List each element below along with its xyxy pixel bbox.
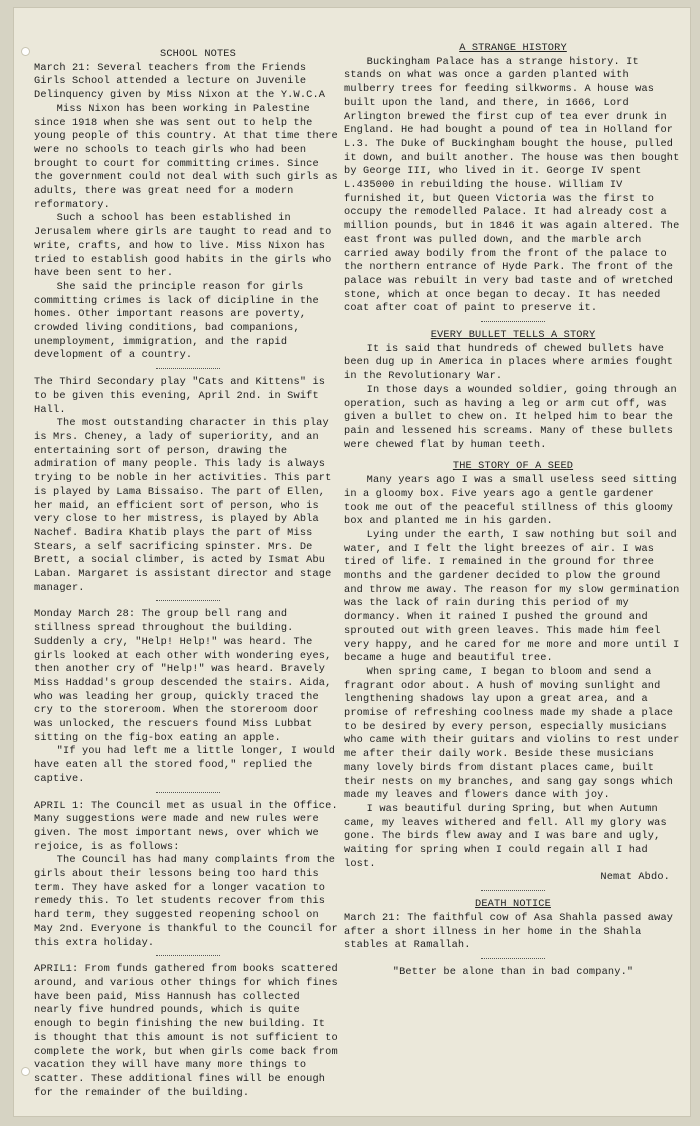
school-notes-section <box>34 48 342 363</box>
paragraph: In those days a wounded soldier, going through an operation, such as having a leg or arm cut off, was given a bullet to chew on. It helped him to bear the pain and lessened his screams. Many of these bullets were chewed flat by human teeth. <box>344 383 677 451</box>
paragraph: I was beautiful during Spring, but when Autumn came, my leaves withered and fell. All my glory was gone. The birds flew away and I was bare and ugly, waiting for spring when I could regain all I had lost. <box>344 802 667 870</box>
bell-section <box>34 608 342 786</box>
divider <box>481 958 545 960</box>
paragraph: Monday March 28: The group bell rang and stillness spread throughout the building. Suddenly a cry, "Help! Help!" was heard. The girls looked at each other with wondering eyes, then another cry of "Help!" was heard. Bravely Miss Haddad's group descended the stairs. Aida, who was leading her group, quickly traced the cry to the storeroom. When the storeroom door was unlocked, the rescuers found Miss Lubbat sitting on the fig-box eating an apple. <box>34 608 332 744</box>
paragraph: Buckingham Palace has a strange history. It stands on what was once a garden planted with mulberry trees for feeding silkworms. A house was built upon the land, and there, in 1666, Lord Arlington brewed the first cup of tea ever drunk in England. He had bought a pound of tea in Holland for L.3. The Duke of Buckingham bought the house, pulled it down, and built another. The house was then bought by George III, who lived in it. George IV spent L.435000 in rebuilding the house. William IV furnished it, but Queen Victoria was the first to occupy the remodelled Palace. It had already cost a million pounds, but in 1846 it was again altered. The east front was pulled down, and the marble arch carried away bodily from the front of the palace to the northern entrance of Hyde Park. The front of the palace was rebuilt in very bad taste and of wretched stone, which at once began to decay. It has needed coat after coat of paint to preserve it. <box>344 55 680 315</box>
section-title: DEATH NOTICE <box>475 898 551 911</box>
punch-hole <box>22 48 29 55</box>
council-section <box>34 800 342 951</box>
paragraph: It is said that hundreds of chewed bullets have been dug up in America in places where armies fought in the Revolutionary War. <box>344 342 674 383</box>
paragraph: APRIL1: From funds gathered from books scattered around, and various other things for which fines have been paid, Miss Hannush has collected nearly five hundred pounds, which is quite enough to begin finishing the new building. It is thought that this amount is not sufficient to complete the work, but when girls come back from vacation they will have many more things to scatter. These additional fines will be enough for the remainder of the building. <box>34 963 338 1099</box>
paragraph: "If you had left me a little longer, I would have eaten all the stored food," replied the captive. <box>34 745 336 785</box>
divider <box>156 955 220 957</box>
play-section <box>34 376 342 595</box>
divider <box>481 890 545 892</box>
author-signature: Nemat Abdo. <box>600 871 670 884</box>
divider <box>481 321 545 323</box>
paragraph: Lying under the earth, I saw nothing but soil and water, and I felt the light breezes of air. I was tired of life. I remained in the ground for three months and the gardener decided to plow the ground and throw me away. The reason for my slow germination was the lack of rain during this period of my dormancy. When it rained I pushed the ground and sprouted out with green leaves. This made him feel very happy, and he cared for me more and more until I became a huge and beautiful tree. <box>344 528 680 665</box>
seed-section <box>344 460 682 885</box>
punch-hole <box>22 1068 29 1075</box>
fines-section <box>34 963 342 1100</box>
divider <box>156 792 220 794</box>
paragraph: The most outstanding character in this play is Mrs. Cheney, a lady of superiority, and an entertaining sort of person, drawing the admiration of many people. This lady is always trying to be noble in her activities. This part is played by Lama Bissaiso. The part of Ellen, her maid, an efficient sort of person, who is very close to her mistress, is played by Abla Nachef. Badira Khatib plays the part of Miss Stears, a self sacrificing spinster. Mrs. De Brett, a social climber, is acted by Ismat Abu Laban. Margaret is assistant director and stage manager. <box>34 417 332 594</box>
paragraph: March 21: The faithful cow of Asa Shahla passed away after a short illness in her home in the Shahla stables at Ramallah. <box>344 911 674 952</box>
paragraph: APRIL 1: The Council met as usual in the Office. Many suggestions were made and new rules were given. The most important news, over which we rejoice, is as follows: <box>34 799 338 853</box>
right-column <box>344 42 682 980</box>
paragraph: The Third Secondary play "Cats and Kittens" is to be given this evening, April 2nd. in Swift Hall. <box>34 376 326 416</box>
paragraph: Many years ago I was a small useless seed sitting in a gloomy box. Five years ago a gentle gardener took me out of the peaceful stillness of this gloomy box and planted me in his garden. <box>344 474 677 528</box>
history-section <box>344 42 682 316</box>
paragraph: Such a school has been established in Jerusalem where girls are taught to read and to write, crafts, and how to live. Miss Nixon has tried to establish good habits in the girls who have been sent to her. <box>34 212 332 280</box>
newsletter-page <box>14 8 690 1116</box>
section-title: THE STORY OF A SEED <box>452 460 574 473</box>
section-title: A STRANGE HISTORY <box>459 42 567 54</box>
paragraph: Miss Nixon has been working in Palestine since 1918 when she was sent out to help the young people of this country. At that time there were no schools to teach girls who had been brought to court for committing crimes. Since the government could not deal with such girls as adults, there was great need for a modern reformatory. <box>34 102 338 211</box>
left-column <box>34 48 342 1100</box>
divider <box>156 368 220 370</box>
paragraph: She said the principle reason for girls committing crimes is lack of dicipline in the homes. Other important reasons are poverty, crowded living conditions, bad companions, unemployment, immigration, and the rapid development of a country. <box>34 280 319 362</box>
section-title: SCHOOL NOTES <box>160 48 236 60</box>
paragraph: The Council has had many complaints from the girls about their lessons being too hard this term. They have asked for a longer vacation to remedy this. To let students recover from this hard term, they suggested reopening school on May 2nd. Everyone is thankful to the Council for this extra holiday. <box>34 854 338 949</box>
divider <box>156 600 220 602</box>
closing-quote: "Better be alone than in bad company." <box>392 966 634 978</box>
bullet-section <box>344 329 682 452</box>
section-title: EVERY BULLET TELLS A STORY <box>430 329 596 342</box>
death-notice-section <box>344 898 682 953</box>
paragraph: March 21: Several teachers from the Friends Girls School attended a lecture on Juvenile Delinquency given by Miss Nixon at the Y.W.C.A <box>34 61 326 102</box>
paragraph: When spring came, I began to bloom and send a fragrant odor about. A hush of moving sunlight and lengthening shadows lay upon a great area, and a promise of refreshing coolness made my shade a place to be desired by every person, especially musicians who came with their guitars and violins to rest under me after their daily work. Beside these musicians many lovely birds from distant places came, built their nests on my branches, and sang gay songs which made my leaves and flowers dance with joy. <box>344 665 680 802</box>
